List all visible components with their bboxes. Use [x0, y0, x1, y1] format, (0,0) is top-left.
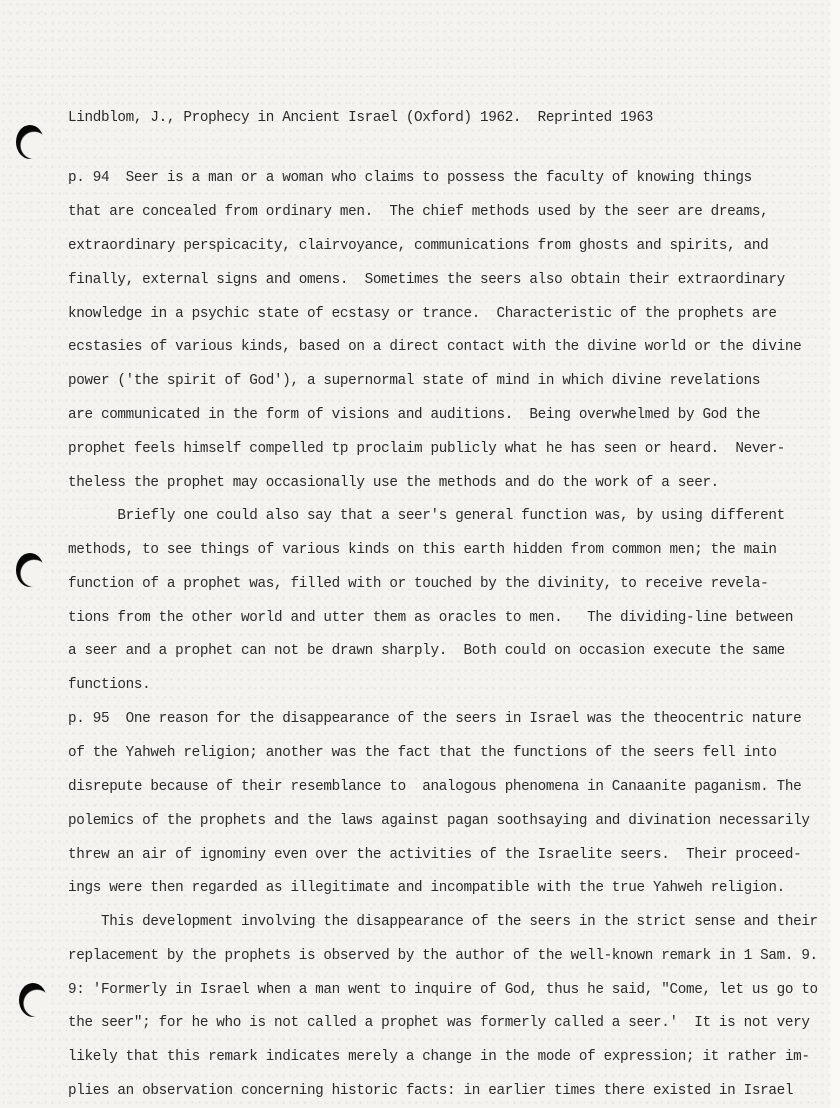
text-line: replacement by the prophets is observed by the author of the well-known remark in 1 Sam. 9.	[68, 948, 818, 964]
text-line: of the Yahweh religion; another was the fact that the functions of the seers fell into	[68, 745, 777, 761]
text-line: 9: 'Formerly in Israel when a man went to inquire of God, thus he said, "Come, let us go to	[68, 982, 818, 998]
text-line: that are concealed from ordinary men. The chief methods used by the seer are dreams,	[68, 204, 769, 220]
text-line: likely that this remark indicates merely a change in the mode of expression; it rather im-	[68, 1049, 810, 1065]
text-line: tions from the other world and utter them as oracles to men. The dividing-line between	[68, 610, 794, 626]
text-line: methods, to see things of various kinds on this earth hidden from common men; the main	[68, 542, 777, 558]
text-line: prophet feels himself compelled tp proclaim publicly what he has seen or heard. Never-	[68, 441, 785, 457]
text-line: theless the prophet may occasionally use the methods and do the work of a seer.	[68, 475, 719, 491]
text-line: threw an air of ignominy even over the activities of the Israelite seers. Their proceed-	[68, 847, 802, 863]
text-line: ecstasies of various kinds, based on a direct contact with the divine world or the divine	[68, 339, 802, 355]
text-line: ings were then regarded as illegitimate and incompatible with the true Yahweh religion.	[68, 880, 785, 896]
text-line: p. 95 One reason for the disappearance of the seers in Israel was the theocentric nature	[68, 711, 802, 727]
text-line: knowledge in a psychic state of ecstasy or trance. Characteristic of the prophets are	[68, 306, 777, 322]
citation-heading: Lindblom, J., Prophecy in Ancient Israel (Oxford) 1962. Reprinted 1963	[68, 110, 654, 126]
text-line: Briefly one could also say that a seer's general function was, by using different	[68, 508, 785, 524]
text-line: This development involving the disappearance of the seers in the strict sense and their	[68, 914, 818, 930]
text-line: function of a prophet was, filled with or touched by the divinity, to receive revela-	[68, 576, 769, 592]
text-line: extraordinary perspicacity, clairvoyance, communications from ghosts and spirits, and	[68, 238, 769, 254]
text-line: a seer and a prophet can not be drawn sharply. Both could on occasion execute the same	[68, 643, 785, 659]
text-line: plies an observation concerning historic facts: in earlier times there existed in Israel	[68, 1083, 794, 1099]
text-line: p. 94 Seer is a man or a woman who claims to possess the faculty of knowing things	[68, 170, 752, 186]
punch-hole-bottom	[19, 983, 47, 1017]
text-line: disrepute because of their resemblance to analogous phenomena in Canaanite paganism. The	[68, 779, 802, 795]
punch-hole-top	[16, 125, 44, 159]
text-line: the seer"; for he who is not called a prophet was formerly called a seer.' It is not very	[68, 1015, 810, 1031]
punch-hole-middle	[16, 553, 44, 587]
text-line: polemics of the prophets and the laws against pagan soothsaying and divination necessarily	[68, 813, 810, 829]
text-line: finally, external signs and omens. Sometimes the seers also obtain their extraordinary	[68, 272, 785, 288]
page-edge	[830, 0, 840, 1108]
text-line: are communicated in the form of visions and auditions. Being overwhelmed by God the	[68, 407, 761, 423]
text-line: functions.	[68, 677, 151, 693]
text-line: power ('the spirit of God'), a supernormal state of mind in which divine revelations	[68, 373, 761, 389]
